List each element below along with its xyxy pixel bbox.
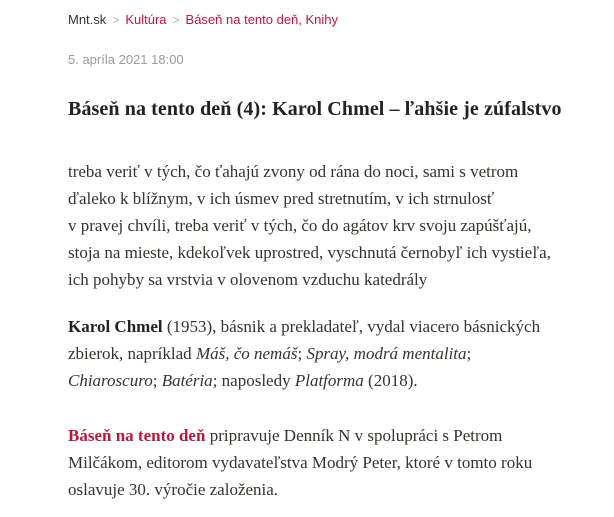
poem-line: ich pohyby sa vrstvia v olovenom vzduchu katedrály — [68, 270, 428, 289]
poem-line: stoja na mieste, kdekoľvek uprostred, vyschnutá černobyľ ich vystieľa, — [68, 243, 551, 262]
breadcrumb-separator: > — [112, 13, 120, 27]
article-title: Báseň na tento deň (4): Karol Chmel – ľahšie je zúfalstvo — [68, 98, 562, 120]
poem-line: treba veriť v tých, čo ťahajú zvony od rána do noci, sami s vetrom — [68, 162, 519, 181]
series-note — [68, 422, 556, 503]
book-title: Chiaroscuro — [68, 371, 153, 390]
bio-text: (1953), básnik a prekladateľ, vydal viacero básnických zbierok, napríklad — [68, 317, 541, 363]
breadcrumb — [68, 13, 588, 27]
bio-separator: ; — [466, 344, 472, 363]
bio-separator: ; — [152, 371, 162, 390]
series-link[interactable]: Báseň na tento deň — [68, 426, 206, 445]
book-title: Spray, modrá mentalita — [306, 344, 467, 363]
breadcrumb-category-link[interactable]: Kultúra — [125, 12, 167, 27]
book-title: Batéria — [161, 371, 213, 390]
breadcrumb-separator: > — [172, 13, 180, 27]
poem-line: v pravej chvíli, treba veriť v tých, čo do agátov krv svoju zapúšťajú, — [68, 216, 532, 235]
author-name: Karol Chmel — [68, 317, 163, 336]
series-note-text: pripravuje Denník N v spolupráci s Petrom Milčákom, editorom vydavateľstva Modrý Peter, ktoré v tomto roku oslavuje 30. výročie založenia. — [68, 426, 533, 499]
book-title: Platforma — [294, 371, 364, 390]
poem — [68, 158, 588, 293]
book-title: Máš, čo nemáš — [195, 344, 298, 363]
breadcrumb-home-link[interactable]: Mnt.sk — [68, 12, 107, 27]
bio-text: ; naposledy — [212, 371, 295, 390]
publish-date: 5. apríla 2021 18:00 — [68, 52, 184, 67]
bio-text: (2018). — [363, 371, 418, 390]
author-bio — [68, 313, 556, 394]
poem-line: ďaleko k blížnym, v ich úsmev pred stretnutím, v ich strnulosť — [68, 189, 495, 208]
breadcrumb-tags-link[interactable]: Báseň na tento deň, Knihy — [185, 12, 339, 27]
bio-separator: ; — [297, 344, 307, 363]
